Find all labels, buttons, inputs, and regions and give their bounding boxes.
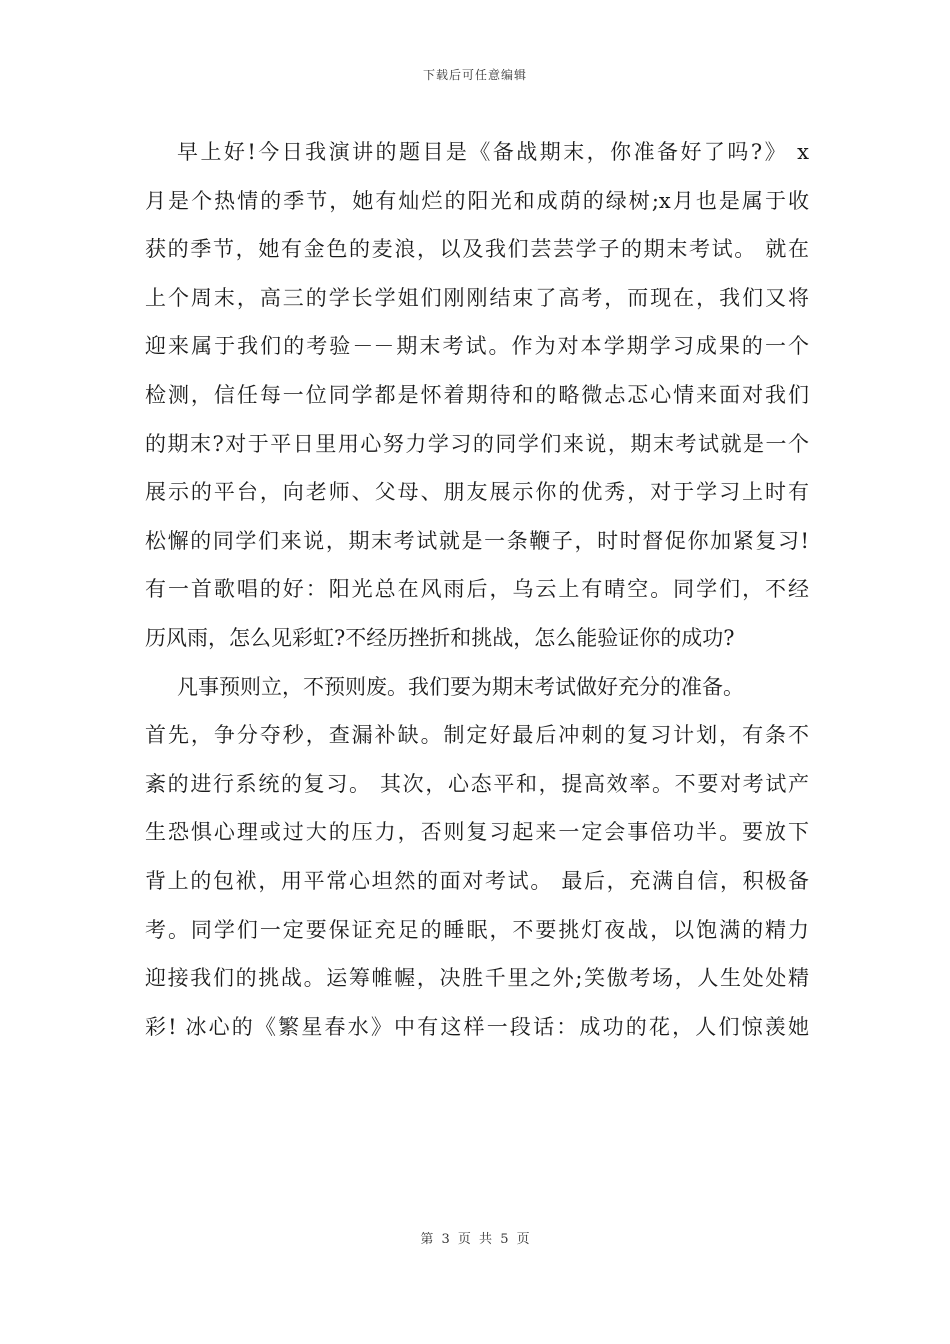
text-line: 考。同学们一定要保证充足的睡眠，不要挑灯夜战，以饱满的精力 — [145, 917, 809, 942]
text-line: 上个周末，高三的学长学姐们刚刚结束了高考，而现在，我们又将 — [145, 285, 809, 310]
page-header: 下载后可任意编辑 — [422, 68, 527, 82]
text-line: 早上好!今日我演讲的题目是《备战期末，你准备好了吗?》 x — [177, 140, 809, 164]
text-line: 凡事预则立，不预则废。我们要为期末考试做好充分的准备。 — [177, 674, 744, 699]
text-line: 背上的包袱，用平常心坦然的面对考试。 最后，充满自信，积极备 — [145, 868, 809, 893]
text-line: 获的季节，她有金色的麦浪，以及我们芸芸学子的期末考试。 就在 — [145, 237, 809, 262]
text-line: 月是个热情的季节，她有灿烂的阳光和成荫的绿树;x月也是属于收 — [145, 188, 809, 213]
text-line: 紊的进行系统的复习。 其次，心态平和，提高效率。不要对考试产 — [145, 771, 809, 796]
paragraph-1 — [145, 128, 809, 663]
text-line: 历风雨，怎么见彩虹?不经历挫折和挑战，怎么能验证你的成功? — [145, 625, 735, 650]
text-line: 有一首歌唱的好：阳光总在风雨后，乌云上有晴空。同学们，不经 — [145, 577, 809, 602]
text-line: 迎接我们的挑战。运筹帷幄，决胜千里之外;笑傲考场，人生处处精 — [145, 966, 809, 991]
text-line: 生恐惧心理或过大的压力，否则复习起来一定会事倍功半。要放下 — [145, 820, 809, 845]
text-line: 彩! 冰心的《繁星春水》中有这样一段话：成功的花，人们惊羡她 — [145, 1014, 809, 1039]
text-line: 迎来属于我们的考验－－期末考试。作为对本学期学习成果的一个 — [145, 334, 809, 359]
paragraph-2 — [145, 663, 809, 1052]
page-number-footer: 第 3 页 共 5 页 — [420, 1232, 530, 1247]
document-body — [145, 128, 809, 1051]
text-line: 检测，信任每一位同学都是怀着期待和的略微忐忑心情来面对我们 — [145, 382, 809, 407]
text-line: 松懈的同学们来说，期末考试就是一条鞭子，时时督促你加紧复习! — [145, 528, 809, 553]
text-line: 首先，争分夺秒，查漏补缺。制定好最后冲刺的复习计划，有条不 — [145, 723, 809, 748]
text-line: 的期末?对于平日里用心努力学习的同学们来说，期末考试就是一个 — [145, 431, 809, 456]
text-line: 展示的平台，向老师、父母、朋友展示你的优秀，对于学习上时有 — [145, 480, 809, 505]
